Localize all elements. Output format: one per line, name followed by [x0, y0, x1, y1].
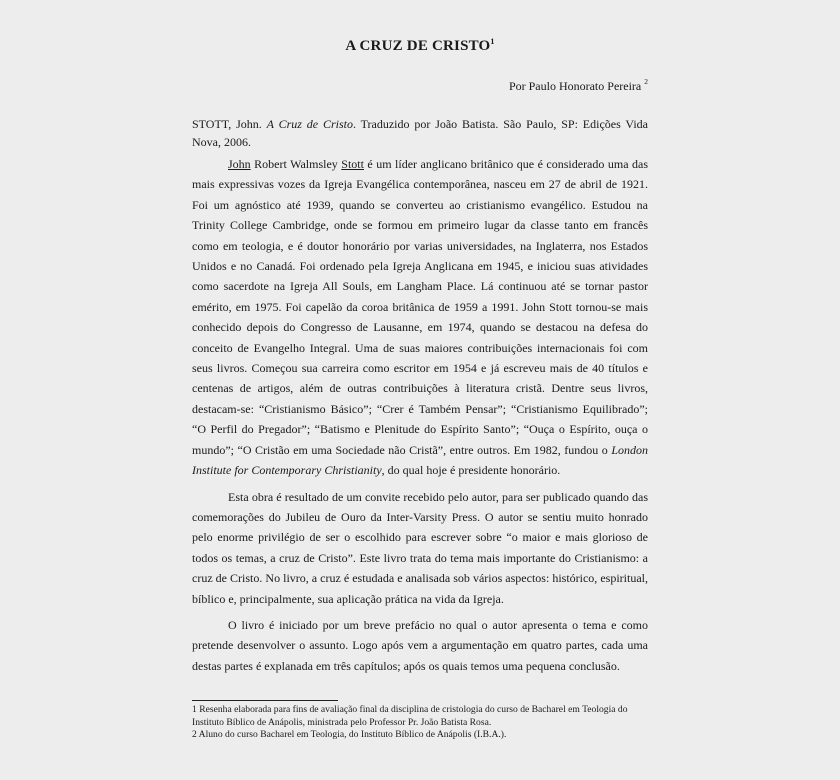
- footnote-2: 2 Aluno do curso Bacharel em Teologia, do Instituto Bíblico de Anápolis (I.B.A.).: [192, 729, 507, 740]
- paragraph-1-tail: , do qual hoje é presidente honorário.: [381, 463, 561, 478]
- reference-details: . Traduzido por João Batista. São Paulo, SP: Edições Vida Nova, 2006.: [192, 117, 649, 149]
- reference-author: STOTT, John.: [192, 117, 262, 131]
- paragraph-1: [192, 154, 648, 481]
- title-text: A CRUZ DE CRISTO: [345, 38, 491, 54]
- byline-footnote-mark: 2: [644, 77, 648, 86]
- footnote-1: 1 Resenha elaborada para fins de avaliação final da disciplina de cristologia do curso de Bacharel em Teologia do Instituto Bíblico de Anápolis, ministrada pelo Professor Pr. João Batista Rosa.: [192, 704, 628, 728]
- bibliographic-reference: [192, 115, 648, 151]
- footnote-separator: [192, 700, 338, 701]
- paragraph-2: Esta obra é resultado de um convite recebido pelo autor, para ser publicado quando das comemorações do Jubileu de Ouro da Inter-Varsity Press. O autor se sentiu muito honrado pelo enorme privilégio de ser o escolhido para escrever sobre “o maior e mais glorioso de todos os temas, a cruz de Cristo”. Este livro trata do tema mais importante do Cristianismo: a cruz de Cristo. No livro, a cruz é estudada e analisada sob vários aspectos: histórico, espiritual, bíblico e, principalmente, sua aplicação prática na vida da Igreja.: [192, 489, 648, 606]
- review-body: [192, 154, 648, 682]
- document-title: [0, 37, 840, 55]
- author-byline: [509, 79, 648, 94]
- paragraph-3: O livro é iniciado por um breve prefácio no qual o autor apresenta o tema e como pretende desenvolver o assunto. Logo após vem a argumentação em quatro partes, cada uma destas partes é explanada em três capítulos; após os quais temos uma pequena conclusão.: [192, 617, 648, 673]
- byline-text: Por Paulo Honorato Pereira: [508, 79, 642, 93]
- underlined-last-name: Stott: [341, 157, 364, 171]
- footnotes: [192, 704, 652, 742]
- middle-names: Robert Walmsley: [250, 157, 342, 171]
- title-footnote-mark: 1: [490, 37, 495, 46]
- institute-name: London Institute for Contemporary Christianity: [192, 442, 648, 478]
- reference-book-title: A Cruz de Cristo: [266, 117, 353, 131]
- underlined-first-name: John: [228, 157, 251, 171]
- paragraph-1-text: é um líder anglicano britânico que é considerado uma das mais expressivas vozes da Igreja Evangélica contemporânea, nasceu em 27 de abril de 1921. Foi um agnóstico até 1939, quando se converteu ao cristianismo evangélico. Estudou na Trinity College Cambridge, onde se formou em primeiro lugar da classe tanto em francês como em teologia, e é doutor honorário por varias universidades, na Inglaterra, nos Estados Unidos e no Canadá. Foi ordenado pela Igreja Anglicana em 1945, e iniciou suas atividades como sacerdote na Igreja All Souls, em Langham Place. Lá continuou até se tornar pastor emérito, em 1975. Foi capelão da coroa britânica de 1959 a 1991. John Stott tornou-se mais conhecido depois do Congresso de Lausanne, em 1974, quando se destacou na defesa do conceito de Evangelho Integral. Uma de suas maiores contribuições internacionais foi com seus livros. Começou sua carreira como escritor em 1954 e já escreveu mais de 40 títulos e centenas de artigos, além de outras contribuições à literatura cristã. Dentre seus livros, destacam-se: “Cristianismo Básico”; “Crer é Também Pensar”; “Cristianismo Equilibrado”; “O Perfil do Pregador”; “Batismo e Plenitude do Espírito Santo”; “Ouça o Espírito, ouça o mundo”; “O Cristão em uma Sociedade não Cristã”, entre outros. Em 1982, fundou o: [192, 157, 649, 457]
